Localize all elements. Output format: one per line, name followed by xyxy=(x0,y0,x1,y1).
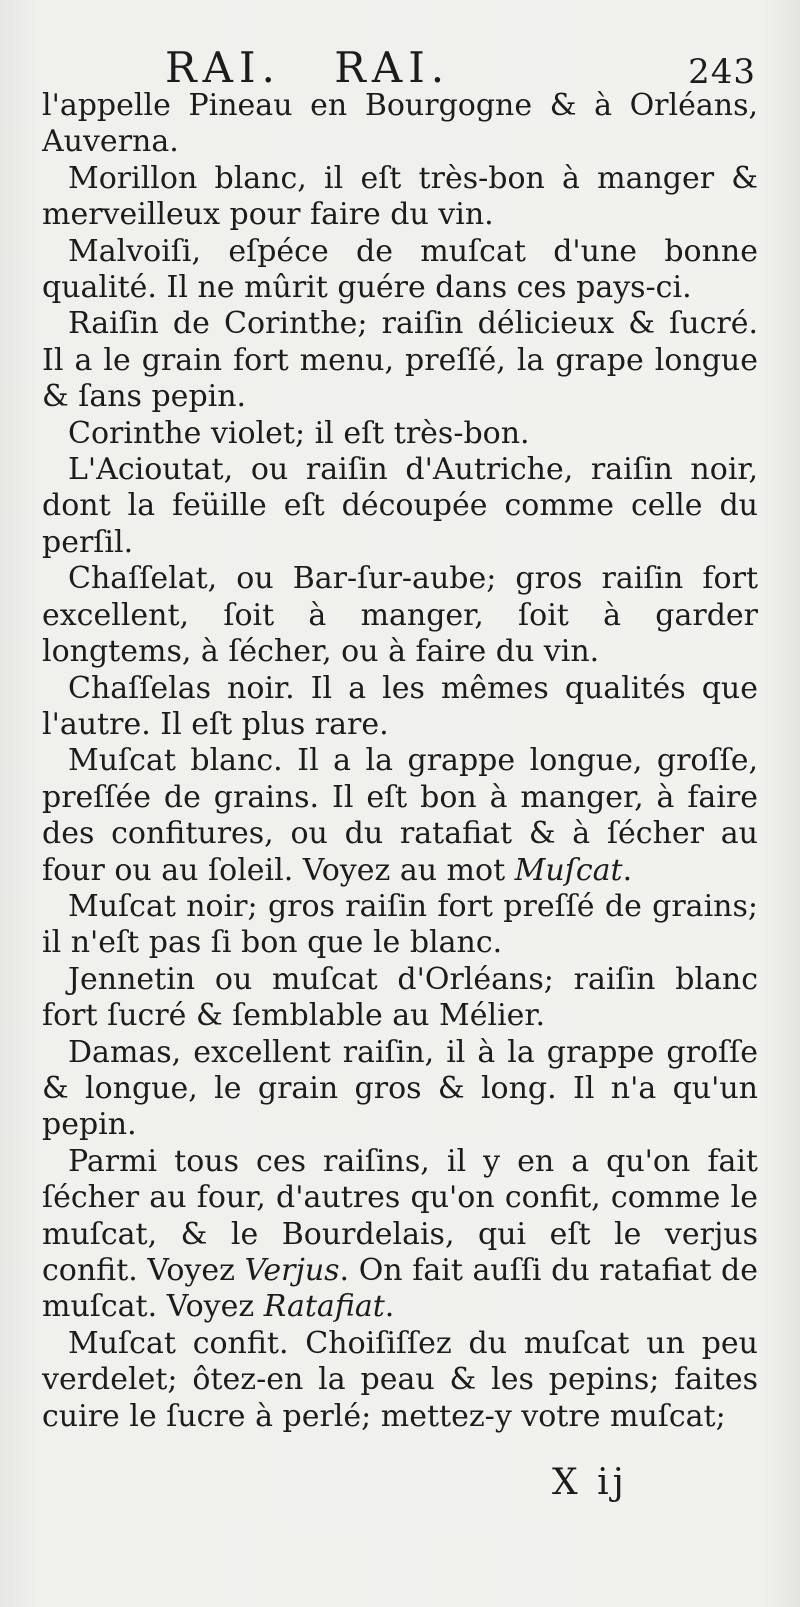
running-head: RAI. RAI. xyxy=(165,43,451,92)
cross-reference-muscat: Muſcat xyxy=(514,852,623,888)
paragraph-muscat-confit: Muſcat confit. Choiſiſſez du muſcat un peu verdelet; ôtez-en la peau & les pepins; faites cuire le ſucre à perlé; mettez-y votre muſcat; xyxy=(42,1325,758,1434)
paragraph-corinthe-violet: Corinthe violet; il eſt très-bon. xyxy=(68,415,530,451)
paragraph-chasselas-noir: Chaſſelas noir. Il a les mêmes qualités que l'autre. Il eſt plus rare. xyxy=(42,670,758,742)
paragraph-parmi-tous xyxy=(42,1144,758,1326)
body-text xyxy=(42,88,758,1435)
muscat-blanc-text: Muſcat blanc. Il a la grappe longue, groſſe, preſſée de grains. Il eſt bon à manger, à faire des confitures, ou du ratafiat & à ſécher au four ou au ſoleil. Voyez au mot xyxy=(42,743,758,888)
paragraph-morillon-blanc: Morillon blanc, il eſt très-bon à manger & merveilleux pour faire du vin. xyxy=(42,160,758,233)
parmi-text: Parmi tous ces raiſins, il y en a qu'on fait ſécher au four, d'autres qu'on confit, comme le muſcat, & le Bourdelais, qui eſt le verjus confit. Voyez xyxy=(42,1143,758,1288)
parmi-end: . xyxy=(384,1289,395,1325)
paragraph-continuation: l'appelle Pineau en Bourgogne & à Orléans, Auverna. xyxy=(42,88,758,160)
paragraph-chasselat: Chaſſelat, ou Bar-ſur-aube; gros raiſin fort excellent, ſoit à manger, ſoit à garder longtems, à ſécher, ou à faire du vin. xyxy=(42,561,758,670)
paragraph-muscat-noir: Muſcat noir; gros raiſin fort preſſé de grains; il n'eſt pas ſi bon que le blanc. xyxy=(42,888,758,961)
page-number: 243 xyxy=(688,52,756,92)
paragraph-muscat-blanc xyxy=(42,743,758,889)
parmi-mid: . On fait auſſi du ratafiat de muſcat. Voyez xyxy=(42,1253,758,1325)
paragraph-damas: Damas, excellent raiſin, il à la grappe groſſe & longue, le grain gros & long. Il n'a qu'un pepin. xyxy=(42,1034,758,1143)
signature-mark: X ij xyxy=(552,1462,628,1503)
paragraph-acioutat: L'Acioutat, ou raiſin d'Autriche, raiſin noir, dont la feüille eſt découpée comme celle du perſil. xyxy=(42,452,758,560)
muscat-blanc-end: . xyxy=(622,852,633,888)
paragraph-raisin-de-corinthe: Raiſin de Corinthe; raiſin délicieux & ſucré. Il a le grain fort menu, preſſé, la grape longue & ſans pepin. xyxy=(42,306,758,415)
cross-reference-verjus: Verjus xyxy=(244,1253,340,1288)
paragraph-malvoisi: Malvoiſi, eſpéce de muſcat d'une bonne qualité. Il ne mûrit guére dans ces pays-ci. xyxy=(42,233,758,306)
paragraph-jennetin: Jennetin ou muſcat d'Orléans; raiſin blanc fort ſucré & ſemblable au Mélier. xyxy=(42,961,758,1034)
cross-reference-ratafiat: Ratafiat xyxy=(263,1289,385,1325)
